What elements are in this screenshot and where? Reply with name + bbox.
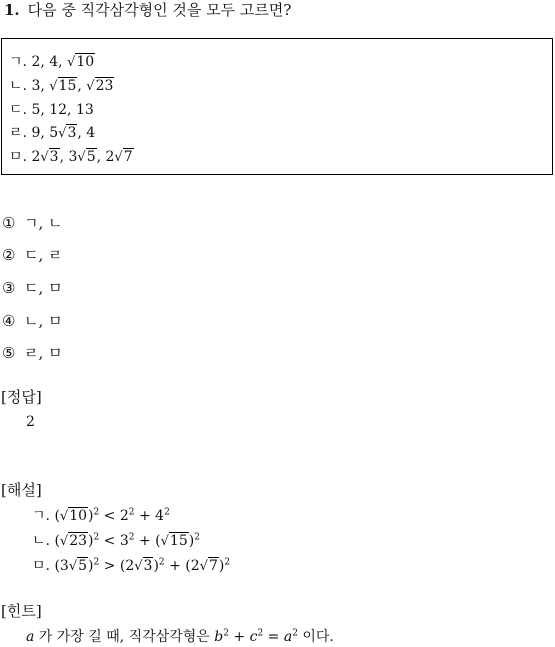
exponent: 2 xyxy=(164,507,170,518)
sqrt-symbol: √ xyxy=(160,534,169,549)
sqrt-symbol: √ xyxy=(199,559,208,574)
sqrt-symbol: √ xyxy=(59,534,69,549)
radical xyxy=(49,77,77,96)
sqrt-symbol: √ xyxy=(86,79,95,94)
math-variable: c xyxy=(249,629,258,645)
sqrt-symbol: √ xyxy=(49,79,58,94)
expr-text: + xyxy=(228,629,250,645)
box-item-expr xyxy=(31,149,133,165)
box-item-ga xyxy=(9,53,95,72)
solution-expr xyxy=(54,558,230,574)
choice-text: ㄹ, ㅁ xyxy=(24,344,63,362)
solution-expr xyxy=(54,508,169,524)
expr-text: 3, xyxy=(31,78,50,94)
radicand: 5 xyxy=(78,558,88,574)
choice-marker: ② xyxy=(2,246,16,264)
box-item-ma xyxy=(9,148,134,167)
choice-3[interactable] xyxy=(2,279,63,297)
conditions-box xyxy=(1,38,553,175)
choice-text: ㄷ, ㄹ xyxy=(24,246,63,264)
box-item-expr xyxy=(31,102,93,118)
sqrt-symbol: √ xyxy=(40,150,49,165)
expr-text: (3 xyxy=(54,558,69,574)
solution-line-ma xyxy=(32,557,230,576)
radical xyxy=(77,148,96,167)
radicand: 23 xyxy=(69,533,88,549)
exponent: 2 xyxy=(158,557,165,568)
box-item-label: ㅁ. xyxy=(9,149,27,165)
expr-text: ( xyxy=(54,533,60,549)
radical xyxy=(200,557,219,576)
expr-text: + (2 xyxy=(164,558,200,574)
sqrt-symbol: √ xyxy=(67,55,76,70)
box-item-label: ㄱ. xyxy=(9,54,27,70)
box-item-da xyxy=(9,101,94,119)
solution-expr xyxy=(54,533,200,549)
box-item-label: ㄷ. xyxy=(9,102,27,118)
expr-text: ( xyxy=(54,508,60,524)
choice-marker: ④ xyxy=(2,312,16,330)
choice-marker: ① xyxy=(2,214,16,232)
radical xyxy=(86,77,114,96)
radicand: 3 xyxy=(67,125,77,141)
question-title xyxy=(4,0,291,20)
choice-marker: ⑤ xyxy=(2,344,16,362)
choice-text: ㄴ, ㅁ xyxy=(24,312,63,330)
radical xyxy=(40,148,59,167)
hint-heading: [힌트] xyxy=(1,602,42,620)
sqrt-symbol: √ xyxy=(68,559,78,574)
box-item-na xyxy=(9,77,114,96)
radicand: 3 xyxy=(143,558,153,574)
radical xyxy=(67,53,95,72)
exponent: 2 xyxy=(93,507,100,518)
choice-5[interactable] xyxy=(2,344,63,362)
expr-text: 가 가장 길 때, 직각삼각형은 xyxy=(34,629,215,645)
expr-text: , xyxy=(77,78,87,94)
radical xyxy=(114,148,133,167)
sqrt-symbol: √ xyxy=(59,509,69,524)
expr-text: ) xyxy=(188,533,195,549)
sqrt-symbol: √ xyxy=(58,126,67,141)
expr-text: ) xyxy=(88,508,94,524)
question-text: 다음 중 직각삼각형인 것을 모두 고르면? xyxy=(27,1,292,19)
exponent: 2 xyxy=(128,532,135,543)
choice-marker: ③ xyxy=(2,279,16,297)
math-variable: b xyxy=(214,629,224,645)
solution-line-ga xyxy=(32,507,170,526)
box-item-expr xyxy=(31,54,95,70)
box-item-label: ㄴ. xyxy=(9,78,27,94)
question-number: 1. xyxy=(4,1,20,19)
expr-text: < 3 xyxy=(99,533,129,549)
radicand: 15 xyxy=(58,78,77,94)
expr-text: = xyxy=(263,629,284,645)
math-variable: a xyxy=(26,629,35,645)
solution-label: ㄴ. xyxy=(32,533,50,549)
expr-text: , 2 xyxy=(96,149,115,165)
radicand: 10 xyxy=(76,54,95,70)
choice-text: ㄱ, ㄴ xyxy=(24,214,63,232)
radicand: 7 xyxy=(208,558,218,574)
radicand: 15 xyxy=(169,533,188,549)
solution-label: ㄱ. xyxy=(32,508,50,524)
hint-text xyxy=(26,628,334,646)
radical xyxy=(60,532,88,551)
expr-text: ) xyxy=(153,558,159,574)
expr-text: ) xyxy=(88,558,94,574)
exponent: 2 xyxy=(194,532,200,543)
box-item-ra xyxy=(9,124,95,143)
exponent: 2 xyxy=(93,557,100,568)
expr-text: , 4 xyxy=(77,125,96,141)
radical xyxy=(161,532,189,551)
radicand: 23 xyxy=(95,78,114,94)
radical xyxy=(69,557,88,576)
radicand: 5 xyxy=(86,149,96,165)
radicand: 3 xyxy=(49,149,59,165)
solution-label: ㅁ. xyxy=(32,558,50,574)
solution-line-na xyxy=(32,532,200,551)
radical xyxy=(60,507,88,526)
expr-text: > (2 xyxy=(99,558,135,574)
radicand: 7 xyxy=(123,149,133,165)
expr-text: ) xyxy=(218,558,225,574)
choice-1[interactable] xyxy=(2,214,63,232)
box-item-label: ㄹ. xyxy=(9,125,27,141)
expr-text: ) xyxy=(88,533,94,549)
exponent: 2 xyxy=(257,628,264,639)
exponent: 2 xyxy=(93,532,100,543)
box-item-expr xyxy=(31,78,114,94)
hint-expr xyxy=(26,629,334,645)
expr-text: 이다. xyxy=(297,629,334,645)
math-variable: a xyxy=(283,629,293,645)
expr-text: , 3 xyxy=(59,149,78,165)
expr-text: 9, 5 xyxy=(31,125,59,141)
choice-text: ㄷ, ㅁ xyxy=(24,279,63,297)
exponent: 2 xyxy=(224,557,231,568)
solution-heading: [해설] xyxy=(1,481,42,499)
radicand: 10 xyxy=(69,508,88,524)
box-item-expr xyxy=(31,125,95,141)
answer-value: 2 xyxy=(26,414,35,430)
expr-text: 5, 12, 13 xyxy=(31,102,94,118)
expr-text: 2 xyxy=(31,149,41,165)
expr-text: < 2 xyxy=(99,508,129,524)
radical xyxy=(134,557,153,576)
expr-text: + ( xyxy=(134,533,161,549)
exponent: 2 xyxy=(223,628,229,639)
sqrt-symbol: √ xyxy=(134,559,143,574)
answer-heading: [정답] xyxy=(1,388,42,406)
expr-text: 2, 4, xyxy=(31,54,68,70)
sqrt-symbol: √ xyxy=(77,150,86,165)
expr-text: + 4 xyxy=(134,508,165,524)
exponent: 2 xyxy=(292,628,298,639)
choice-2[interactable] xyxy=(2,246,63,264)
radical xyxy=(58,124,77,143)
choice-4[interactable] xyxy=(2,312,63,330)
exponent: 2 xyxy=(128,507,135,518)
sqrt-symbol: √ xyxy=(114,150,123,165)
